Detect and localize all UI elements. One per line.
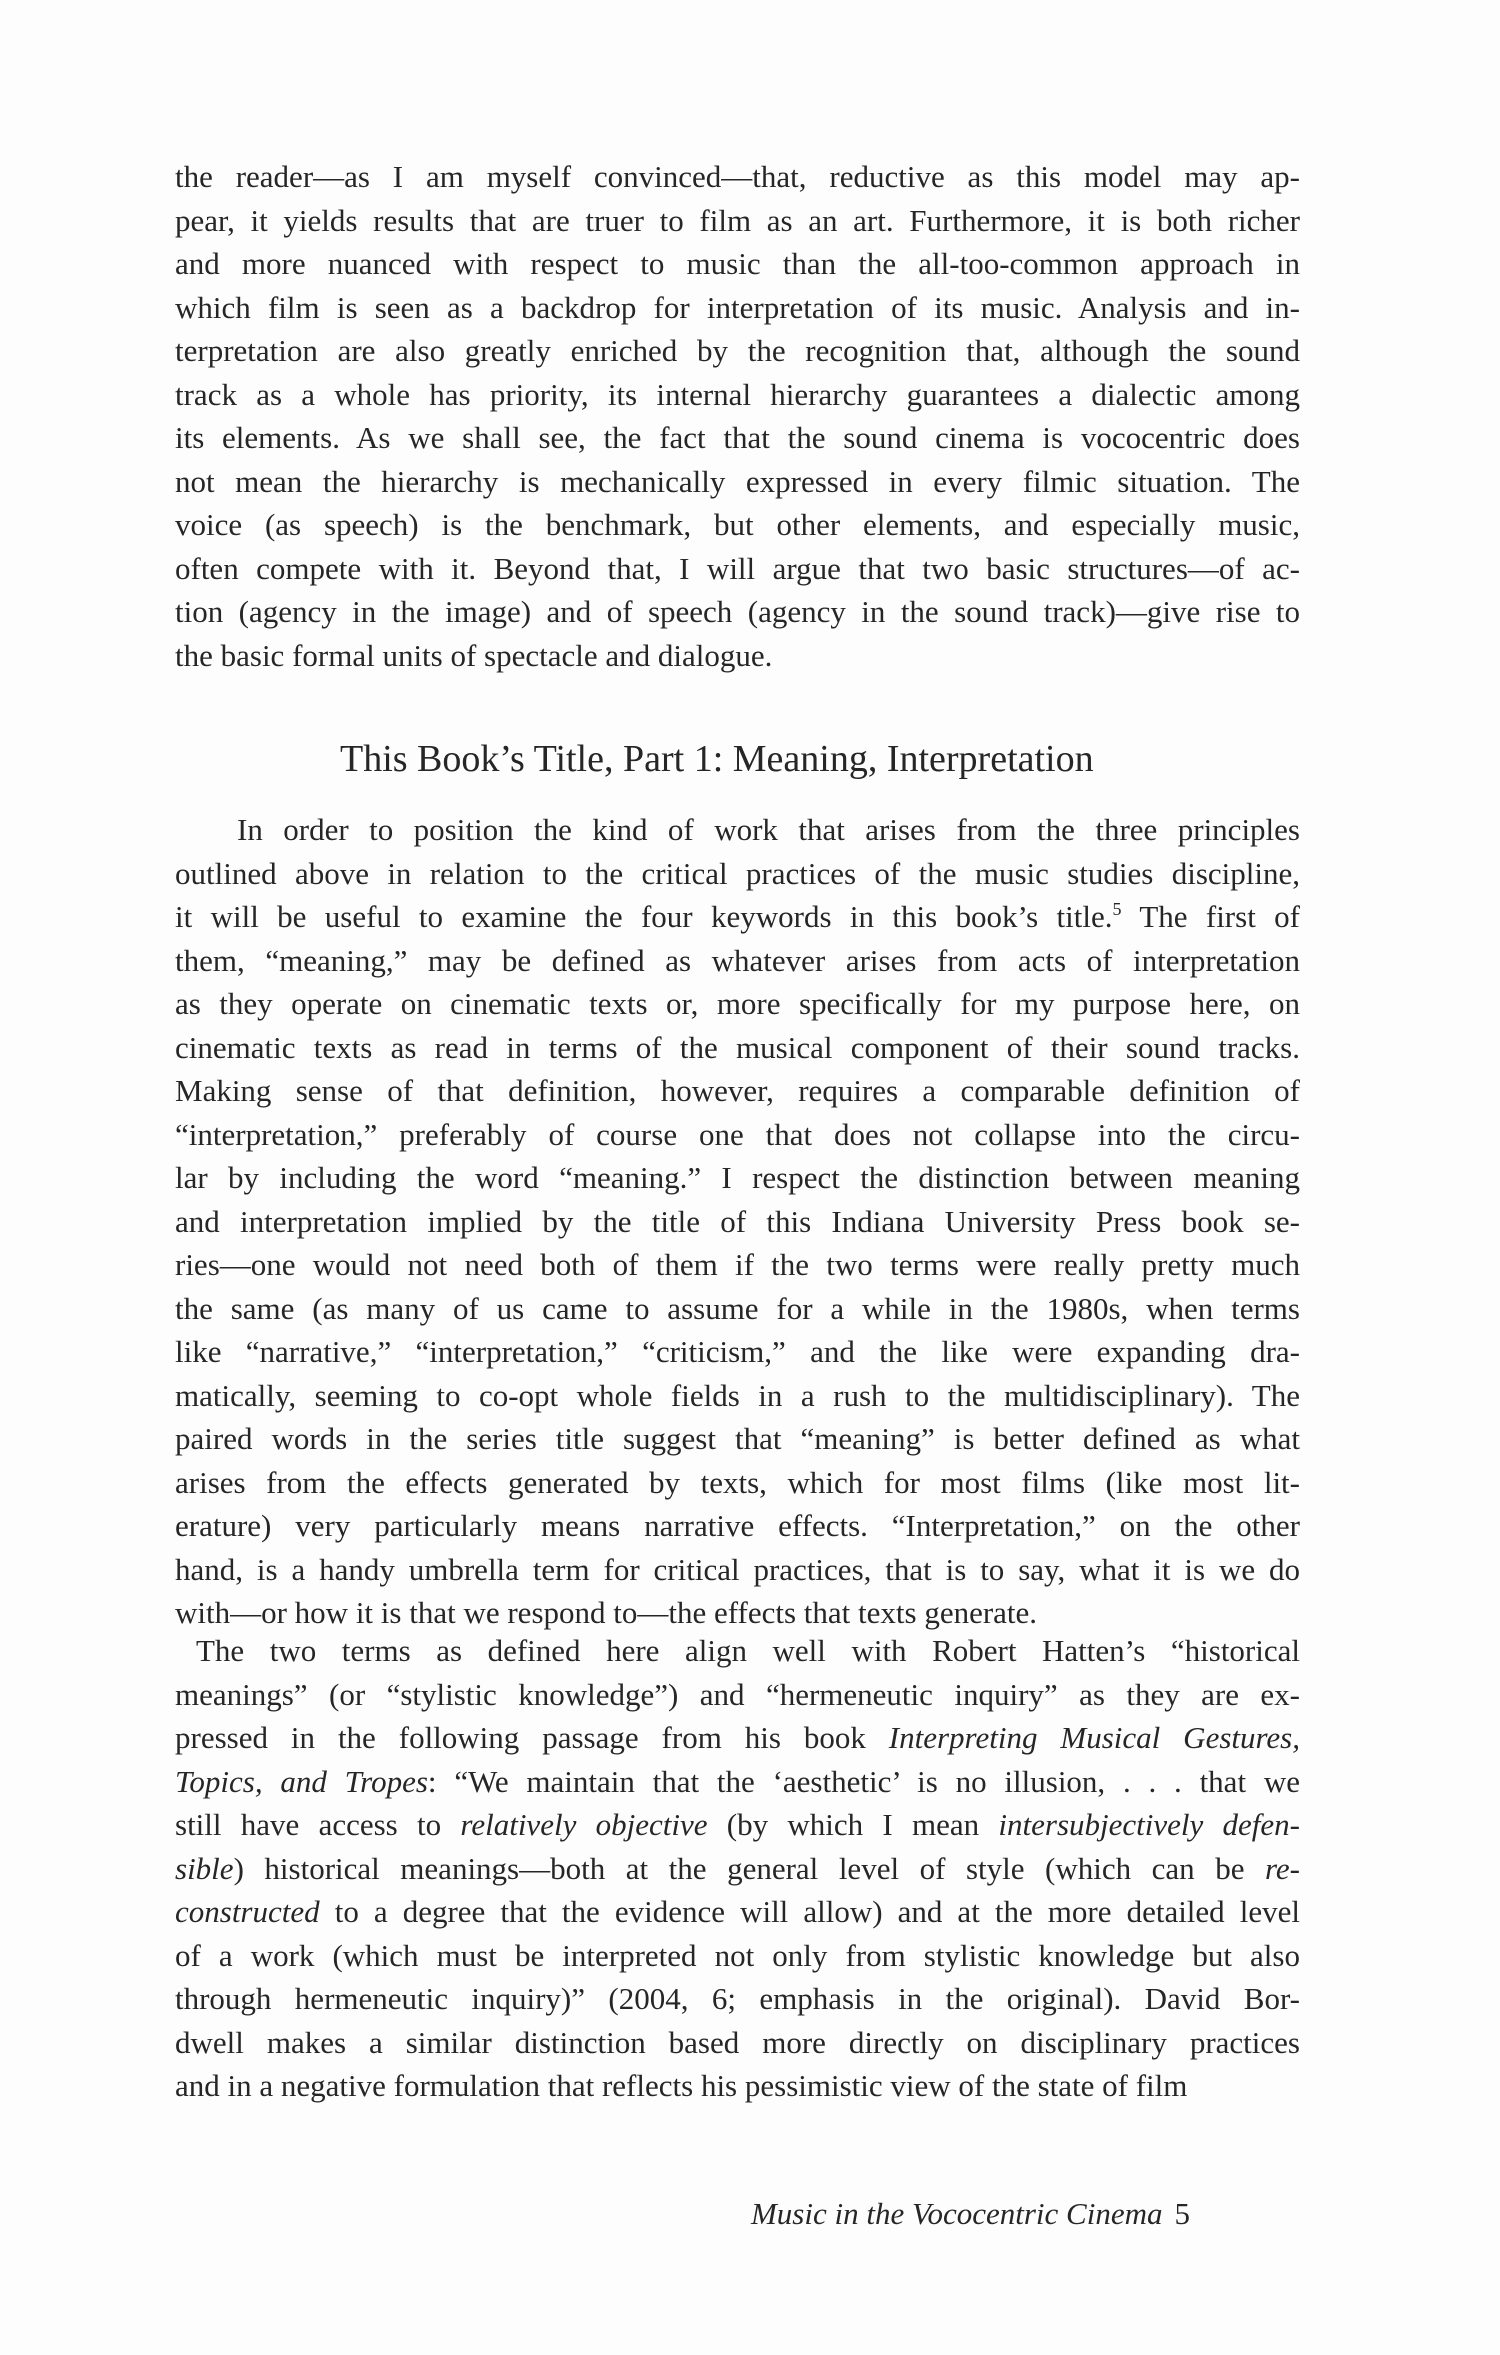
text-run[interactable]: the basic formal units of spectacle and dialogue. <box>175 637 773 673</box>
text-line <box>175 808 1300 852</box>
text-run[interactable]: as they operate on cinematic texts or, more specifically for my purpose here, on <box>175 986 1300 1021</box>
text-run[interactable]: cinematic texts as read in terms of the musical component of their sound tracks. <box>175 1029 1300 1065</box>
text-line <box>175 1591 1300 1635</box>
text-line <box>175 1548 1300 1592</box>
text-run[interactable]: still have access to <box>175 1807 461 1842</box>
text-run[interactable]: terpretation are also greatly enriched by the recognition that, although the sound <box>175 333 1300 368</box>
text-run[interactable]: matically, seeming to co-opt whole fields in a rush to the multidisciplinary). The <box>175 1377 1300 1413</box>
text-line <box>175 503 1300 547</box>
text-run[interactable]: In order to position the kind of work that arises from the three principles <box>237 812 1300 847</box>
italic-text: Topics, and Tropes <box>175 1763 428 1799</box>
text-run[interactable]: through hermeneutic inquiry)” (2004, 6; emphasis in the original). David Bor- <box>175 1981 1300 2016</box>
text-line <box>175 286 1300 330</box>
text-line <box>175 199 1300 243</box>
text-line <box>175 1026 1300 1070</box>
text-run[interactable]: them, “meaning,” may be defined as whatever arises from acts of interpretation <box>175 942 1300 978</box>
text-line <box>175 1417 1300 1461</box>
text-run[interactable]: erature) very particularly means narrative effects. “Interpretation,” on the other <box>175 1508 1300 1543</box>
text-run[interactable]: voice (as speech) is the benchmark, but other elements, and especially music, <box>175 507 1300 542</box>
text-line <box>175 1200 1300 1244</box>
text-run[interactable]: of a work (which must be interpreted not only from stylistic knowledge but also <box>175 1937 1300 1973</box>
page-footer <box>600 2196 1190 2232</box>
text-line <box>175 460 1300 504</box>
page-number: 5 <box>1174 2196 1190 2231</box>
text-line <box>175 590 1300 634</box>
text-line <box>175 982 1300 1026</box>
running-title: Music in the Vococentric Cinema <box>750 2196 1163 2231</box>
text-run[interactable]: “interpretation,” preferably of course one that does not collapse into the circu- <box>175 1116 1300 1152</box>
text-line <box>175 1504 1300 1548</box>
text-run[interactable]: arises from the effects generated by texts, which for most films (like most lit- <box>175 1464 1300 1500</box>
text-line <box>175 1716 1300 1760</box>
text-run[interactable]: lar by including the word “meaning.” I respect the distinction between meaning <box>175 1160 1300 1195</box>
text-run[interactable]: which film is seen as a backdrop for interpretation of its music. Analysis and in- <box>175 289 1300 325</box>
text-run[interactable]: (by which I mean <box>707 1807 999 1842</box>
text-run[interactable]: paired words in the series title suggest that “meaning” is better defined as what <box>175 1421 1300 1456</box>
text-line <box>175 2021 1300 2065</box>
text-line <box>175 373 1300 417</box>
text-line <box>175 1113 1300 1157</box>
text-line <box>175 329 1300 373</box>
footnote-ref[interactable]: 5 <box>1112 899 1122 919</box>
text-run[interactable]: meanings” (or “stylistic knowledge”) and “hermeneutic inquiry” as they are ex- <box>175 1676 1300 1712</box>
text-line <box>175 1760 1300 1804</box>
text-line <box>175 1461 1300 1505</box>
text-line <box>175 1243 1300 1287</box>
text-run[interactable]: pressed in the following passage from his book <box>175 1720 889 1755</box>
text-run[interactable]: track as a whole has priority, its internal hierarchy guarantees a dialectic among <box>175 376 1300 412</box>
text-line <box>175 1330 1300 1374</box>
text-run[interactable]: The first of <box>1121 899 1300 934</box>
text-line <box>175 1629 1300 1673</box>
paragraph-1 <box>175 155 1300 677</box>
italic-text: re- <box>1265 1850 1300 1886</box>
text-run[interactable]: with—or how it is that we respond to—the effects that texts generate. <box>175 1595 1038 1630</box>
text-line <box>175 939 1300 983</box>
italic-text: constructed <box>175 1894 320 1929</box>
text-run[interactable]: ries—one would not need both of them if the two terms were really pretty much <box>175 1247 1300 1282</box>
text-line <box>175 1890 1300 1934</box>
text-run[interactable]: tion (agency in the image) and of speech (agency in the sound track)—give rise to <box>175 594 1300 629</box>
text-line <box>175 1803 1300 1847</box>
text-line <box>175 1287 1300 1331</box>
text-run[interactable]: to a degree that the evidence will allow) and at the more detailed level <box>319 1894 1300 1929</box>
text-run[interactable]: Making sense of that definition, however, requires a comparable definition of <box>175 1073 1300 1108</box>
text-line <box>175 1069 1300 1113</box>
paragraph-3 <box>175 1629 1300 2108</box>
text-line <box>175 1374 1300 1418</box>
text-line <box>175 416 1300 460</box>
text-run[interactable]: outlined above in relation to the critical practices of the music studies discipline, <box>175 855 1300 891</box>
text-run[interactable]: it will be useful to examine the four keywords in this book’s title. <box>175 899 1113 934</box>
text-line <box>175 895 1300 939</box>
italic-text: relatively objective <box>460 1807 708 1842</box>
paragraph-2 <box>175 808 1300 1635</box>
text-run[interactable]: : “We maintain that the ‘aesthetic’ is no illusion, . . . that we <box>427 1763 1300 1799</box>
text-run[interactable]: often compete with it. Beyond that, I will argue that two basic structures—of ac- <box>175 550 1300 586</box>
text-run[interactable]: and interpretation implied by the title of this Indiana University Press book se- <box>175 1203 1300 1239</box>
text-line <box>175 1977 1300 2021</box>
italic-text: intersubjectively defen- <box>998 1807 1300 1842</box>
text-line <box>175 2064 1300 2108</box>
text-line <box>175 547 1300 591</box>
text-line <box>175 242 1300 286</box>
text-run[interactable]: like “narrative,” “interpretation,” “criticism,” and the like were expanding dra- <box>175 1334 1300 1369</box>
text-line <box>175 1673 1300 1717</box>
text-run[interactable]: not mean the hierarchy is mechanically expressed in every filmic situation. The <box>175 463 1300 499</box>
italic-text: Interpreting Musical Gestures, <box>888 1720 1300 1755</box>
text-line <box>175 1156 1300 1200</box>
text-run[interactable]: dwell makes a similar distinction based more directly on disciplinary practices <box>175 2024 1300 2060</box>
text-run[interactable]: pear, it yields results that are truer to film as an art. Furthermore, it is both richer <box>175 202 1300 238</box>
text-run[interactable]: the same (as many of us came to assume for a while in the 1980s, when terms <box>175 1290 1300 1326</box>
text-line <box>175 155 1300 199</box>
text-line <box>175 852 1300 896</box>
text-line <box>175 1847 1300 1891</box>
text-run[interactable]: The two terms as defined here align well with Robert Hatten’s “historical <box>196 1633 1300 1668</box>
text-run[interactable]: and in a negative formulation that reflects his pessimistic view of the state of film <box>175 2068 1188 2103</box>
text-run[interactable]: the reader—as I am myself convinced—that, reductive as this model may ap- <box>175 159 1300 194</box>
text-line <box>175 1934 1300 1978</box>
text-line <box>175 634 1300 678</box>
text-run[interactable]: ) historical meanings—both at the general level of style (which can be <box>233 1850 1265 1886</box>
text-run[interactable]: its elements. As we shall see, the fact that the sound cinema is vococentric does <box>175 420 1300 455</box>
text-run[interactable]: and more nuanced with respect to music than the all-too-common approach in <box>175 246 1300 281</box>
text-run[interactable]: hand, is a handy umbrella term for critical practices, that is to say, what it is we do <box>175 1551 1300 1587</box>
section-heading: This Book’s Title, Part 1: Meaning, Interpretation <box>340 738 1094 780</box>
italic-text: sible <box>175 1850 234 1886</box>
